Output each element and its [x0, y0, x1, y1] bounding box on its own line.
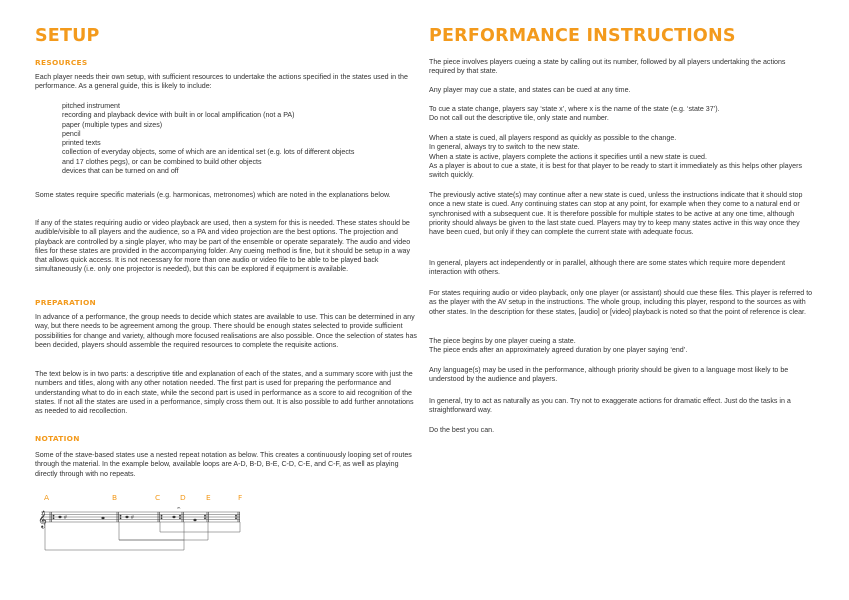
performance-paragraph-1: The piece involves players cueing a state by calling out its number, followed by all players undertaking the actions required by that state. — [429, 58, 786, 76]
repeat-label-d: D — [180, 493, 186, 502]
list-item: printed texts — [62, 139, 101, 147]
svg-text:𝄐: 𝄐 — [177, 506, 181, 512]
performance-paragraph-6: In general, players act independently or in parallel, although there are some states which require more dependent interaction with others. — [429, 259, 786, 277]
list-item: pencil — [62, 129, 81, 138]
nested-repeat-notation — [35, 488, 267, 558]
list-item: devices that can be turned on and off — [62, 166, 179, 175]
performance-paragraph-4 — [429, 134, 813, 180]
svg-text:#: # — [64, 515, 67, 521]
performance-paragraph-10: In general, try to act as naturally as you can. Try not to exaggerate actions for dramatic effect. Just do the tasks in a straightforward way. — [429, 397, 791, 415]
repeat-brackets — [45, 522, 240, 550]
resources-list — [35, 102, 447, 176]
text-line: Do not call out the descriptive tile, only state and number. — [429, 114, 609, 123]
setup-title: SETUP — [35, 26, 100, 46]
notation-heading: NOTATION — [35, 434, 80, 443]
repeat-label-f: F — [238, 493, 243, 502]
preparation-paragraph-2: The text below is in two parts: a descriptive title and explanation of each of the states, and a summary score with just the numbers and titles, along with any other notation needed. The first part is used for preparing the performance and understanding what to do in each state, while the second part is used in performance as a score to aid recognition of the states. If not all the states are used in a performance, simply cross them out. It is also possible to add further annotations as needed to aid recollection. — [35, 370, 414, 415]
performance-paragraph-3 — [429, 105, 813, 124]
stave-svg — [35, 488, 267, 558]
performance-paragraph-9: Any language(s) may be used in the performance, although priority should be given to a language most likely to be understood by the audience and players. — [429, 366, 789, 384]
performance-title: PERFORMANCE INSTRUCTIONS — [429, 26, 736, 46]
repeat-label-a: A — [44, 493, 50, 502]
performance-paragraph-11: Do the best you can. — [429, 426, 495, 434]
performance-paragraph-2: Any player may cue a state, and states can be cued at any time. — [429, 86, 631, 94]
resources-specific: Some states require specific materials (e.g. harmonicas, metronomes) which are noted in the explanations below. — [35, 191, 391, 199]
repeat-label-b: B — [112, 493, 118, 502]
repeat-label-c: C — [155, 493, 161, 502]
list-item: pitched instrument — [62, 102, 120, 110]
resources-intro: Each player needs their own setup, with sufficient resources to undertake the actions specified in the states used in the performance. As a general guide, this is likely to include: — [35, 73, 408, 91]
treble-clef-icon: 𝄞 — [38, 510, 47, 528]
list-item: paper (multiple types and sizes) — [62, 120, 163, 129]
text-line: When a state is cued, all players respond as quickly as possible to the change. — [429, 134, 677, 142]
notes — [58, 506, 196, 521]
list-item: and 17 clothes pegs), or can be combined to build other objects — [62, 157, 262, 166]
text-line: The piece ends after an approximately agreed duration by one player saying ‘end’. — [429, 346, 688, 355]
preparation-heading: PREPARATION — [35, 298, 97, 307]
resources-av: If any of the states requiring audio or video playback are used, then a system for this is needed. These states should be audible/visible to all players and the audience, so a PA and video projection are the best options. The projection and playback are controlled by a single player, who may be part of the ensemble or operate separately. The audio and video files for these states are provided in the accompanying folder. Any cueing method is fine, but it should be setup in a way that allows quick access. It is not necessary for more than one audio or video file to be able to be played back simultaneously (i.e. only one projector is needed), but this can be explored if equipment is available. — [35, 219, 411, 274]
text-line: The piece begins by one player cueing a state. — [429, 337, 576, 345]
resources-heading: RESOURCES — [35, 58, 88, 67]
text-line: When a state is active, players complete the actions it specifies until a new state is cued. — [429, 152, 707, 161]
preparation-paragraph-1: In advance of a performance, the group needs to decide which states are available to use. This can be determined in any way, but there needs to be agreement among the group. There should be enough states selected to provide sufficient possibilities for change and variety, although more focused realisations are also possible. Once the selection of states has been decided, players should assemble the required resources to complete the requisite actions. — [35, 313, 417, 349]
text-line: In general, always try to switch to the new state. — [429, 143, 580, 152]
text-line: As a player is about to cue a state, it is best for that player to be ready to start it immediately as this helps other players switch quickly. — [429, 161, 803, 179]
list-item: collection of everyday objects, some of which are an identical set (e.g. lots of different objects — [62, 148, 355, 157]
performance-paragraph-7: For states requiring audio or video playback, only one player (or assistant) should cue these files. This player is referred to as the player with the AV setup in the instructions. The whole group, including this player, respond to the sources as with other states. In the description for these states, [audio] or [video] playback is noted so that the point of reference is clear. — [429, 289, 813, 316]
svg-text:#: # — [131, 515, 134, 521]
performance-paragraph-8 — [429, 337, 813, 356]
performance-paragraph-5: The previously active state(s) may continue after a new state is cued, unless the instructions indicate that it should stop once a new state is cued. Any continuing states can stop at any point, for example when they come to a natural end or synchronised with a subsequent cue. It is therefore possible for multiple states to be active at any one time, although priority should always be given to the last state cued. Players may try to keep many states active in this way once they have been cued, but only if they can complete the current state with adequate focus. — [429, 191, 803, 236]
stave-lines — [41, 512, 240, 522]
list-item: recording and playback device with built in or local amplification (not a PA) — [62, 111, 295, 120]
text-line: To cue a state change, players say ‘state x’, where x is the name of the state (e.g. ‘state 37’). — [429, 105, 720, 113]
repeat-label-e: E — [206, 493, 211, 502]
notation-paragraph: Some of the stave-based states use a nested repeat notation as below. This creates a continuously looping set of routes through the material. In the example below, available loops are A-D, B-D, B-E, C-D, C-E, and C-F, as well as playing directly through with no repeats. — [35, 451, 412, 478]
